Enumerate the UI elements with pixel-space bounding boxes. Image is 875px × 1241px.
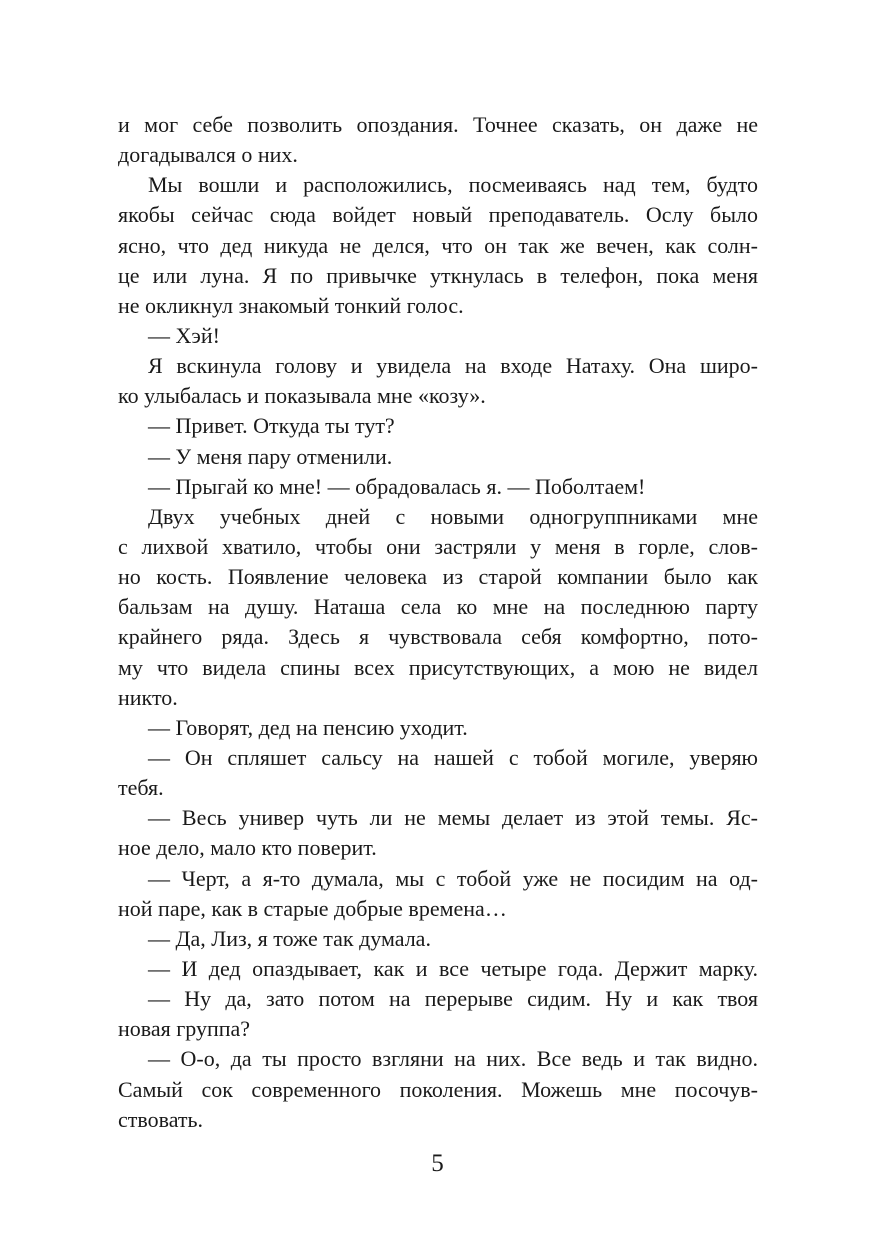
- text-line: — Да, Лиз, я тоже так думала.: [148, 925, 431, 951]
- text-line: с лихвой хватило, чтобы они застряли у меня в горле, слов-: [118, 533, 758, 559]
- text-line: и мог себе позволить опоздания. Точнее сказать, он даже не: [118, 112, 758, 137]
- text-line: никто.: [118, 684, 178, 710]
- text-line: му что видела спины всех присутствующих, а мою не видел: [118, 654, 758, 680]
- text-line: — Черт, а я-то думала, мы с тобой уже не посидим на од-: [148, 865, 758, 891]
- text-line: — Весь универ чуть ли не мемы делает из этой темы. Яс-: [148, 805, 758, 831]
- text-line: — У меня пару отменили.: [148, 443, 393, 469]
- text-line: Мы вошли и расположились, посмеиваясь над тем, будто: [148, 172, 758, 198]
- page-body-text: [118, 110, 758, 1135]
- text-line: Я вскинула голову и увидела на входе Натаху. Она широ-: [148, 353, 758, 379]
- text-line: тебя.: [118, 775, 164, 801]
- text-line: бальзам на душу. Наташа села ко мне на последнюю парту: [118, 594, 758, 620]
- text-line: — Говорят, дед на пенсию уходит.: [148, 714, 468, 740]
- page-number: 5: [431, 1150, 444, 1177]
- text-line: ной паре, как в старые добрые времена…: [118, 895, 507, 921]
- text-line: ное дело, мало кто поверит.: [118, 835, 377, 861]
- text-line: крайнего ряда. Здесь я чувствовала себя комфортно, пото-: [118, 624, 758, 650]
- text-line: — Привет. Откуда ты тут?: [148, 413, 395, 439]
- text-line: ствовать.: [118, 1106, 204, 1132]
- text-line: якобы сейчас сюда войдет новый преподаватель. Ослу было: [118, 202, 758, 228]
- text-line: новая группа?: [118, 1016, 251, 1042]
- text-line: — Хэй!: [148, 322, 220, 348]
- text-line: — Прыгай ко мне! — обрадовалась я. — Поболтаем!: [148, 473, 646, 499]
- text-line: — И дед опаздывает, как и все четыре года. Держит марку.: [148, 955, 758, 981]
- text-line: — Ну да, зато потом на перерыве сидим. Ну и как твоя: [148, 986, 758, 1012]
- text-line: Самый сок современного поколения. Можешь мне посочув-: [118, 1076, 758, 1102]
- text-line: но кость. Появление человека из старой компании было как: [118, 564, 758, 590]
- text-line: — О-о, да ты просто взгляни на них. Все ведь и так видно.: [148, 1046, 758, 1072]
- text-line: не окликнул знакомый тонкий голос.: [118, 292, 464, 318]
- text-line: це или луна. Я по привычке уткнулась в телефон, пока меня: [118, 262, 758, 288]
- text-line: — Он спляшет сальсу на нашей с тобой могиле, уверяю: [148, 744, 758, 770]
- text-line: Двух учебных дней с новыми одногруппниками мне: [148, 503, 758, 529]
- text-line: ясно, что дед никуда не делся, что он так же вечен, как солн-: [118, 232, 758, 258]
- text-line: ко улыбалась и показывала мне «козу».: [118, 383, 486, 409]
- text-line: догадывался о них.: [118, 142, 298, 168]
